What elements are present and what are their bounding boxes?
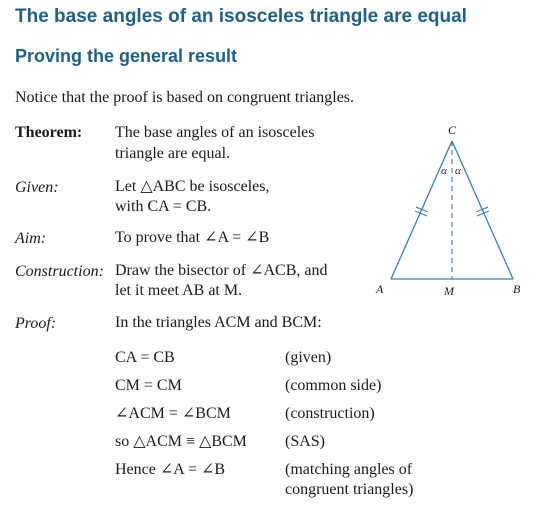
angle-label-right: α xyxy=(455,165,461,177)
construction-label: Construction: xyxy=(15,263,104,280)
theorem-line-1: The base angles of an isosceles xyxy=(115,124,315,141)
section-subtitle: Proving the general result xyxy=(15,46,238,66)
proof-statement-2: CM = CM xyxy=(115,377,182,394)
vertex-label-a: A xyxy=(376,282,384,296)
side-cb xyxy=(452,141,513,279)
vertex-label-b: B xyxy=(513,282,521,296)
proof-reason-1: (given) xyxy=(285,349,332,366)
proof-intro: In the triangles ACM and BCM: xyxy=(115,314,322,331)
construction-line-1: Draw the bisector of ∠ACB, and xyxy=(115,262,328,279)
theorem-label: Theorem: xyxy=(15,124,83,141)
given-line-1: Let △ABC be isosceles, xyxy=(115,178,270,195)
proof-statement-4: so △ACM ≡ △BCM xyxy=(115,433,247,450)
proof-statement-1: CA = CB xyxy=(115,349,175,366)
theorem-line-2: triangle are equal. xyxy=(115,145,231,162)
proof-statement-5: Hence ∠A = ∠B xyxy=(115,461,226,478)
vertex-label-c: C xyxy=(448,123,457,137)
aim-label: Aim: xyxy=(15,230,47,247)
midpoint-label-m: M xyxy=(444,284,454,298)
proof-statement-3: ∠ACM = ∠BCM xyxy=(115,405,231,422)
proof-label: Proof: xyxy=(15,315,57,332)
proof-reason-3: (construction) xyxy=(285,405,375,422)
construction-line-2: let it meet AB at M. xyxy=(115,282,243,299)
angle-label-left: α xyxy=(441,165,447,177)
proof-reason-5-cont: congruent triangles) xyxy=(285,481,414,498)
proof-reason-4: (SAS) xyxy=(285,433,326,450)
proof-reason-5: (matching angles of xyxy=(285,461,413,478)
side-ca xyxy=(391,141,452,279)
page-title: The base angles of an isosceles triangle are equal xyxy=(15,6,467,27)
given-line-2: with CA = CB. xyxy=(115,198,212,215)
given-label: Given: xyxy=(15,179,59,196)
aim-text: To prove that ∠A = ∠B xyxy=(115,229,270,246)
intro-text: Notice that the proof is based on congruent triangles. xyxy=(15,89,355,106)
proof-reason-2: (common side) xyxy=(285,377,382,394)
